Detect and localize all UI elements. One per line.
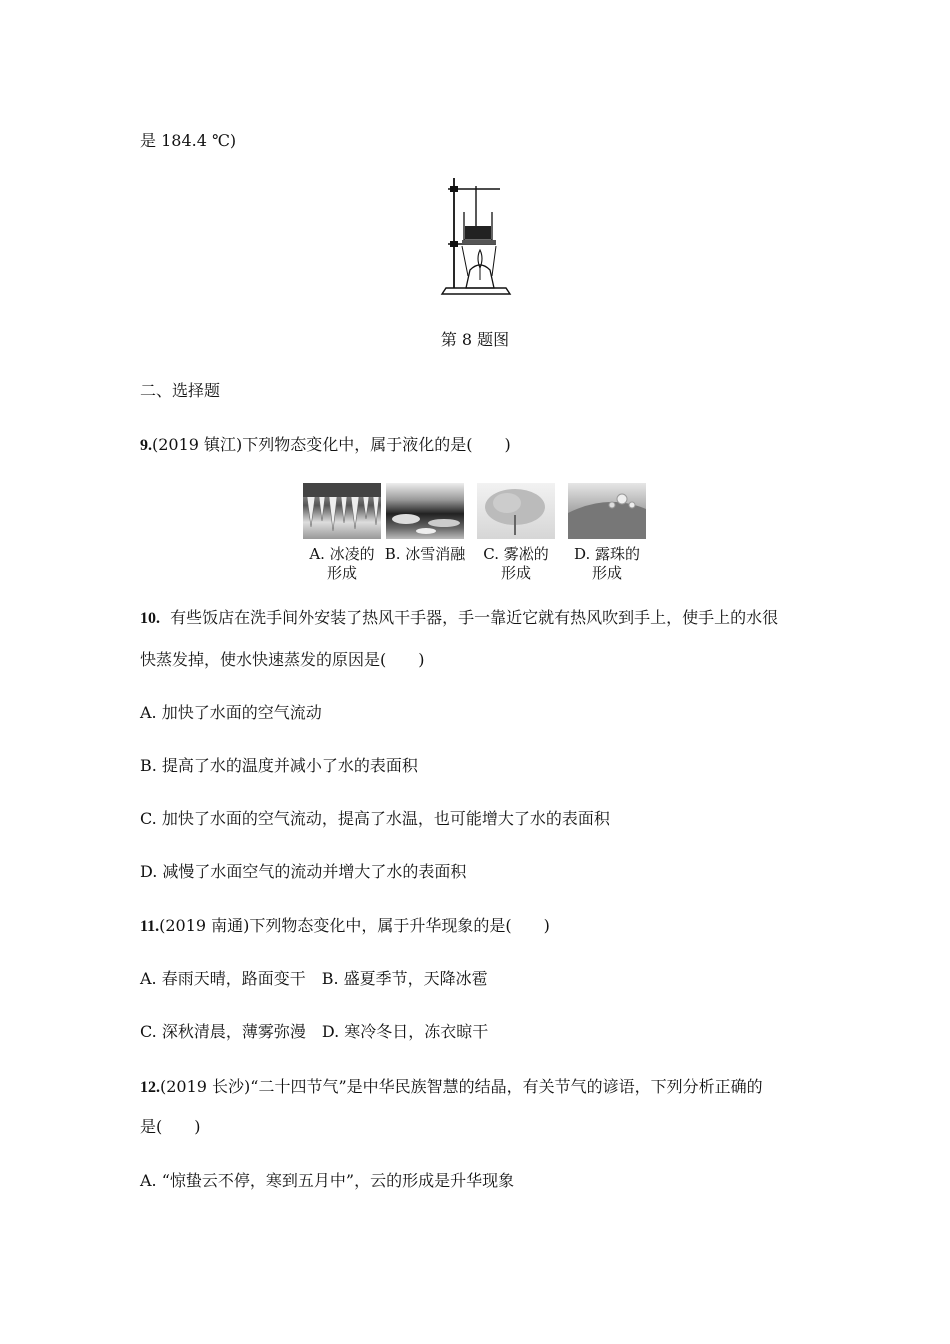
question-10 bbox=[140, 608, 778, 629]
q9-option-c: C. 雾凇的 形成 bbox=[483, 545, 549, 582]
photo-rime bbox=[477, 483, 555, 539]
question-stem: (2019 镇江)下列物态变化中，属于液化的是( ) bbox=[152, 435, 511, 454]
q9-option-d: D. 露珠的 形成 bbox=[573, 545, 641, 582]
photo-melting-snow bbox=[386, 483, 464, 539]
question-stem: 有些饭店在洗手间外安装了热风干手器，手一靠近它就有热风吹到手上，使手上的水很 bbox=[170, 608, 779, 627]
question-number: 9. bbox=[140, 437, 152, 454]
question-number: 10. bbox=[140, 610, 160, 627]
q9-option-a: A. 冰凌的 形成 bbox=[309, 545, 375, 582]
q9-option-b: B. 冰雪消融 bbox=[384, 545, 466, 563]
continued-text: 是 184.4 ℃) bbox=[140, 131, 237, 150]
section-title: 二、选择题 bbox=[140, 381, 221, 400]
photo-dew bbox=[568, 483, 646, 539]
question-stem-cont: 是( ) bbox=[140, 1117, 201, 1136]
q10-option-b: B. 提高了水的温度并减小了水的表面积 bbox=[140, 756, 418, 775]
question-9 bbox=[140, 435, 511, 456]
stand-base bbox=[442, 288, 510, 294]
question-number: 12. bbox=[140, 1079, 160, 1096]
q10-option-a: A. 加快了水面的空气流动 bbox=[140, 703, 322, 722]
photo-icicles bbox=[303, 483, 381, 539]
question-stem: (2019 长沙)“二十四节气”是中华民族智慧的结晶，有关节气的谚语，下列分析正确的 bbox=[160, 1077, 763, 1096]
question-12 bbox=[140, 1077, 763, 1098]
question-stem: (2019 南通)下列物态变化中，属于升华现象的是( ) bbox=[159, 916, 550, 935]
q12-option-a: A. “惊蛰云不停，寒到五月中”，云的形成是升华现象 bbox=[140, 1171, 515, 1190]
figure-caption: 第 8 题图 bbox=[440, 330, 510, 349]
question-11 bbox=[140, 916, 550, 937]
question-number: 11. bbox=[140, 918, 160, 935]
q10-option-c: C. 加快了水面的空气流动，提高了水温，也可能增大了水的表面积 bbox=[140, 809, 610, 828]
q10-option-d: D. 减慢了水面空气的流动并增大了水的表面积 bbox=[140, 862, 467, 881]
apparatus-figure bbox=[440, 176, 512, 298]
question-stem-cont: 快蒸发掉，使水快速蒸发的原因是( ) bbox=[140, 650, 425, 669]
q11-options-ab: A. 春雨天晴，路面变干 B. 盛夏季节，天降冰雹 bbox=[140, 969, 488, 988]
q11-options-cd: C. 深秋清晨，薄雾弥漫 D. 寒冷冬日，冻衣晾干 bbox=[140, 1022, 489, 1041]
